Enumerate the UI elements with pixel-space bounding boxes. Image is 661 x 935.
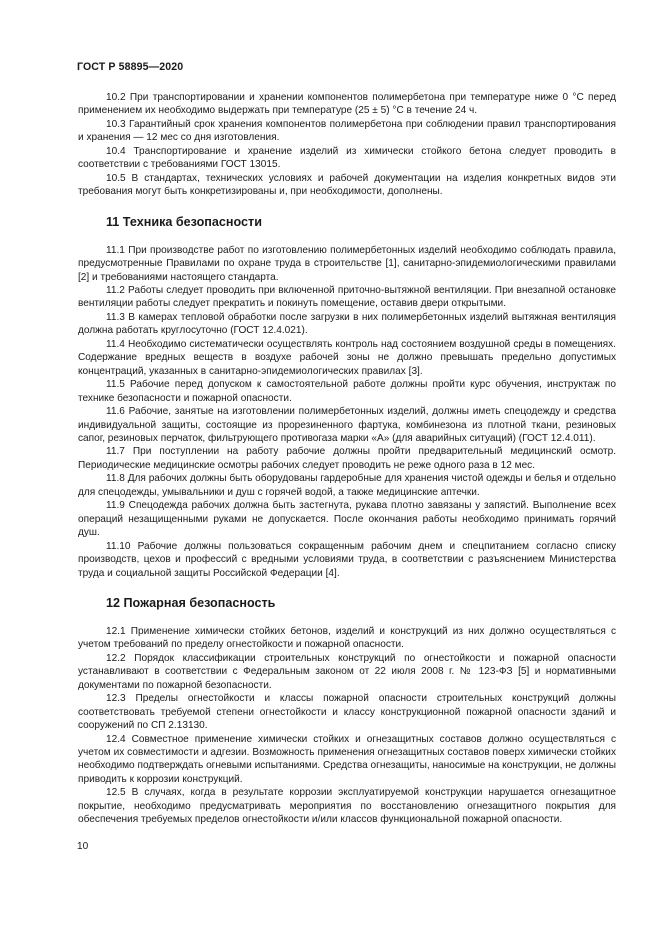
paragraph-11-2: 11.2 Работы следует проводить при включенной приточно-вытяжной вентиляции. При внезапной остановке вентиляции работы следует прекратить и покинуть помещение, оставив двери открытыми. (78, 284, 616, 310)
standard-header: ГОСТ Р 58895—2020 (77, 61, 184, 73)
page-number: 10 (77, 841, 89, 852)
paragraph-11-8: 11.8 Для рабочих должны быть оборудованы гардеробные для хранения чистой одежды и белья и отдельно для спецодежды, умывальники и душ с горячей водой, а также медицинские аптечки. (78, 473, 616, 498)
paragraph-11-7: 11.7 При поступлении на работу рабочие должны пройти предварительный медицинский осмотр. Периодические медицинские осмотры рабочих следует проводить не реже одного раза в 12 мес. (78, 446, 616, 471)
paragraph-10-4: 10.4 Транспортирование и хранение изделий из химически стойкого бетона следует проводить в соответствии с требованиями ГОСТ 13015. (78, 145, 616, 171)
paragraph-10-3: 10.3 Гарантийный срок хранения компонентов полимербетона при соблюдении правил транспортирования и хранения — 12 мес со дня изготовления. (78, 118, 616, 144)
section-12-heading: 12 Пожарная безопасность (106, 595, 276, 610)
paragraph-10-2: 10.2 При транспортировании и хранении компонентов полимербетона при температуре ниже 0 °С перед применением их необходимо выдержать при температуре (25 ± 5) °С в течение 24 ч. (78, 92, 616, 117)
paragraph-11-6: 11.6 Рабочие, занятые на изготовлении полимербетонных изделий, должны иметь спецодежду и средства индивидуальной защиты, состоящие из прорезиненного фартука, комбинезона из плотной ткани, резиновых сапог, резиновых перчаток, фильтрующего противогаза марки «А» (для аварийных ситуаций) (ГОСТ 12.4.011). (78, 406, 616, 444)
paragraph-12-5: 12.5 В случаях, когда в результате коррозии эксплуатируемой конструкции нарушается огнезащитное покрытие, необходимо предусматривать мероприятия по восстановлению огнезащитного покрытия для обеспечения требуемых пределов огнестойкости и/или классов функциональной пожарной опасности. (78, 787, 616, 826)
paragraph-10-5: 10.5 В стандартах, технических условиях и рабочей документации на изделия конкретных видов эти требования могут быть конкретизированы и, при необходимости, дополнены. (78, 172, 616, 198)
paragraph-12-1: 12.1 Применение химически стойких бетонов, изделий и конструкций из них должно осуществляться с учетом требований по пределу огнестойкости и пожарной опасности. (78, 625, 616, 651)
section-11-heading: 11 Техника безопасности (106, 214, 262, 229)
paragraph-12-3: 12.3 Пределы огнестойкости и классы пожарной опасности строительных конструкций должны соответствовать требуемой степени огнестойкости и классу конструкционной пожарной опасности зданий и сооружений по СП 2.13130. (78, 693, 616, 732)
paragraph-11-4: 11.4 Необходимо систематически осуществлять контроль над состоянием воздушной среды в помещениях. Содержание вредных веществ в воздухе рабочей зоны не должно превышать предельно допустимых концентраций, указанных в санитарно-эпидемиологических правилах [3]. (78, 338, 616, 377)
paragraph-11-3: 11.3 В камерах тепловой обработки после загрузки в них полимербетонных изделий вытяжная вентиляция должна работать круглосуточно (ГОСТ 12.4.021). (78, 311, 616, 337)
paragraph-11-9: 11.9 Спецодежда рабочих должна быть застегнута, рукава плотно завязаны у запястий. Выполнение всех операций незащищенными руками не допускается. После окончания работы необходимо принимать горячий душ. (78, 500, 616, 539)
paragraph-11-5: 11.5 Рабочие перед допуском к самостоятельной работе должны пройти курс обучения, инструктаж по технике безопасности и пожарной опасности. (78, 379, 616, 404)
paragraph-11-1: 11.1 При производстве работ по изготовлению полимербетонных изделий необходимо соблюдать правила, предусмотренные Правилами по охране труда в строительстве [1], санитарно-эпидемиологическими правилами [2] и требованиями настоящего стандарта. (78, 244, 616, 283)
page-content (78, 91, 616, 827)
paragraph-12-2: 12.2 Порядок классификации строительных конструкций по огнестойкости и пожарной опасности устанавливают в соответствии с Федеральным законом от 22 июля 2008 г. № 123-ФЗ [5] и нормативными документами по пожарной безопасности. (78, 652, 616, 691)
paragraph-11-10: 11.10 Рабочие должны пользоваться сокращенным рабочим днем и спецпитанием согласно списку производств, цехов и профессий с вредными условиями труда, в соответствии с разъяснением Министерства труда и социальной защиты Российской Федерации [4]. (78, 540, 616, 579)
paragraph-12-4: 12.4 Совместное применение химически стойких и огнезащитных составов должно осуществляться с учетом их совместимости и адгезии. Возможность применения огнезащитных составов поверх химически стойких необходимо подтверждать огневыми испытаниями. Средства огнезащиты, наносимые на конструкции, не должны приводить к коррозии конструкций. (78, 733, 616, 785)
